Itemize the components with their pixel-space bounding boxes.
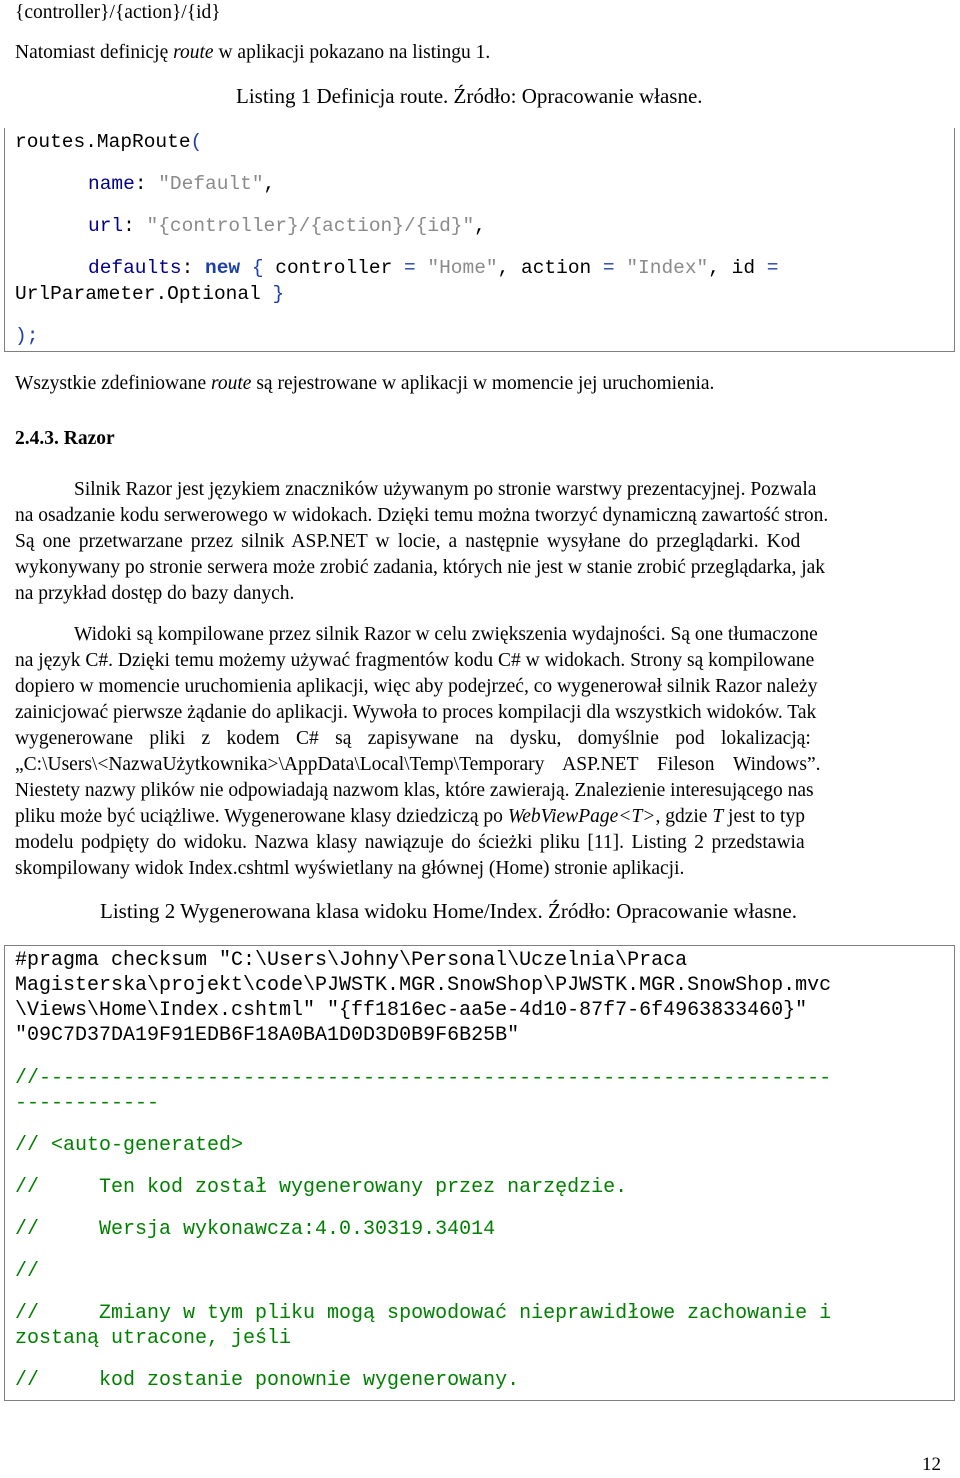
code1-token: Optional bbox=[167, 283, 261, 305]
code1-token: "{controller}/{action}/{id}" bbox=[146, 215, 475, 237]
para2-line: na język C#. Dzięki temu możemy używać fragmentów kodu C# w widokach. Strony są kompilowane bbox=[15, 650, 815, 671]
code1-token: MapRoute bbox=[96, 131, 191, 153]
code1-token: , bbox=[263, 173, 276, 195]
para2-line: skompilowany widok Index.cshtml wyświetlany na głównej (Home) stronie aplikacji. bbox=[15, 858, 685, 879]
code1-token: , bbox=[497, 257, 522, 279]
code1-line-1 bbox=[15, 131, 202, 153]
para2-text: jest to typ bbox=[723, 806, 805, 827]
para2-line: wygenerowane pliki z kodem C# są zapisywane na dysku, domyślnie pod lokalizacją: bbox=[15, 728, 811, 749]
code1-token: : bbox=[123, 215, 147, 237]
code1-token: } bbox=[260, 283, 285, 305]
para2-line: Niestety nazwy plików nie odpowiadają nazwom klas, które zawierają. Znalezienie interesującego nas bbox=[15, 780, 814, 801]
sentence-italic: route bbox=[211, 373, 252, 394]
para2-line: dopiero w momencie uruchomienia aplikacji, więc aby podejrzeć, co wygenerował silnik Razor należy bbox=[15, 676, 818, 697]
code2-comment: // <auto-generated> bbox=[15, 1134, 244, 1157]
para2-italic: WebViewPage<T> bbox=[507, 806, 656, 827]
code1-token: ( bbox=[190, 131, 203, 153]
code2-line: #pragma checksum "C:\Users\Johny\Personal\Uczelnia\Praca bbox=[15, 949, 688, 972]
code1-line-2 bbox=[88, 173, 275, 195]
para2-italic: T bbox=[712, 806, 724, 827]
intro-text-end: w aplikacji pokazano na listingu 1. bbox=[213, 42, 491, 63]
para1-line: na przykład dostęp do bazy danych. bbox=[15, 583, 295, 604]
code2-comment: // Zmiany w tym pliku mogą spowodować nieprawidłowe zachowanie i bbox=[15, 1302, 832, 1325]
intro-sentence bbox=[15, 40, 490, 66]
code2-line: Magisterska\projekt\code\PJWSTK.MGR.SnowShop\PJWSTK.MGR.SnowShop.mvc bbox=[15, 974, 832, 997]
code1-token: , bbox=[474, 215, 486, 237]
code1-line-5 bbox=[15, 283, 284, 305]
code2-comment: // kod zostanie ponownie wygenerowany. bbox=[15, 1369, 520, 1392]
para2-line: Widoki są kompilowane przez silnik Razor w celu zwiększenia wydajności. Są one tłumaczone bbox=[74, 624, 818, 645]
code1-line-6: ); bbox=[15, 325, 39, 347]
para2-line: „C:\Users\<NazwaUżytkownika>\AppData\Local\Temp\Temporary ASP.NET Fileson Windows”. bbox=[15, 754, 821, 775]
code2-comment: zostaną utracone, jeśli bbox=[15, 1327, 292, 1350]
listing1-caption: Listing 1 Definicja route. Źródło: Opracowanie własne. bbox=[236, 84, 703, 108]
code2-comment: ------------ bbox=[15, 1092, 160, 1115]
code1-line-3 bbox=[88, 215, 486, 237]
code1-token: : bbox=[134, 173, 159, 195]
para2-line: zainicjować pierwsze żądanie do aplikacji. Wywoła to proces kompilacji dla wszystkich widoków. Tak bbox=[15, 702, 817, 723]
code2-comment: // Ten kod został wygenerowany przez narzędzie. bbox=[15, 1176, 628, 1199]
sentence-text-end: są rejestrowane w aplikacji w momencie jej uruchomienia. bbox=[251, 373, 715, 394]
code1-keyword: new bbox=[205, 257, 241, 279]
code2-line: "09C7D37DA19F91EDB6F18A0BA1D0D3D0B9F6B25B" bbox=[15, 1024, 520, 1047]
code1-token: = bbox=[392, 257, 428, 279]
code1-token: routes. bbox=[15, 131, 97, 153]
code1-token: action bbox=[521, 257, 592, 279]
code1-token: : bbox=[181, 257, 206, 279]
code1-token: { bbox=[240, 257, 276, 279]
sentence-text: Wszystkie zdefiniowane bbox=[15, 373, 212, 394]
para2-text: , gdzie bbox=[655, 806, 713, 827]
code1-token: = bbox=[591, 257, 627, 279]
code1-token: id bbox=[731, 257, 756, 279]
intro-text: Natomiast definicję bbox=[15, 42, 174, 63]
code1-token: . bbox=[155, 283, 168, 305]
para2-line bbox=[15, 804, 805, 830]
para1-line: Silnik Razor jest językiem znaczników używanym po stronie warstwy prezentacyjnej. Pozwala bbox=[74, 479, 817, 500]
code1-token: defaults bbox=[88, 257, 182, 279]
para1-line: na osadzanie kodu serwerowego w widokach. Dzięki temu można tworzyć dynamiczną zawartość stron. bbox=[15, 505, 829, 526]
intro-italic: route bbox=[173, 42, 214, 63]
para2-text: pliku może być uciążliwe. Wygenerowane klasy dziedziczą po bbox=[15, 806, 508, 827]
top-route-pattern: {controller}/{action}/{id} bbox=[15, 2, 221, 23]
code1-line-4 bbox=[88, 257, 778, 279]
listing2-caption: Listing 2 Wygenerowana klasa widoku Home/Index. Źródło: Opracowanie własne. bbox=[100, 899, 797, 923]
code1-token: UrlParameter bbox=[15, 283, 156, 305]
code2-comment: // Wersja wykonawcza:4.0.30319.34014 bbox=[15, 1218, 496, 1241]
section-heading: 2.4.3. Razor bbox=[15, 428, 115, 449]
code1-token: , bbox=[708, 257, 732, 279]
code1-token: url bbox=[88, 215, 124, 237]
code1-token: controller bbox=[275, 257, 393, 279]
code2-comment: //------------------------------------------------------------------ bbox=[15, 1067, 832, 1090]
para2-line: modelu podpięty do widoku. Nazwa klasy nawiązuje do ścieżki pliku [11]. Listing 2 przedstawia bbox=[15, 832, 805, 853]
routes-registered-sentence bbox=[15, 371, 714, 397]
para1-line: Są one przetwarzane przez silnik ASP.NET w locie, a następnie wysyłane do przeglądarki. Kod bbox=[15, 531, 801, 552]
code1-token: "Default" bbox=[158, 173, 264, 195]
listing1-code-box bbox=[4, 128, 955, 352]
code2-line: \Views\Home\Index.cshtml" "{ff1816ec-aa5e-4d10-87f7-6f4963833460}" bbox=[15, 999, 808, 1022]
code1-token: "Home" bbox=[427, 257, 498, 279]
code1-token: = bbox=[755, 257, 779, 279]
page-number: 12 bbox=[922, 1454, 941, 1475]
code1-token: "Index" bbox=[626, 257, 709, 279]
code2-comment: // bbox=[15, 1260, 40, 1283]
code1-token: name bbox=[88, 173, 135, 195]
para1-line: wykonywany po stronie serwera może zrobić zadania, których nie jest w stanie zrobić przeglądarka, jak bbox=[15, 557, 826, 578]
